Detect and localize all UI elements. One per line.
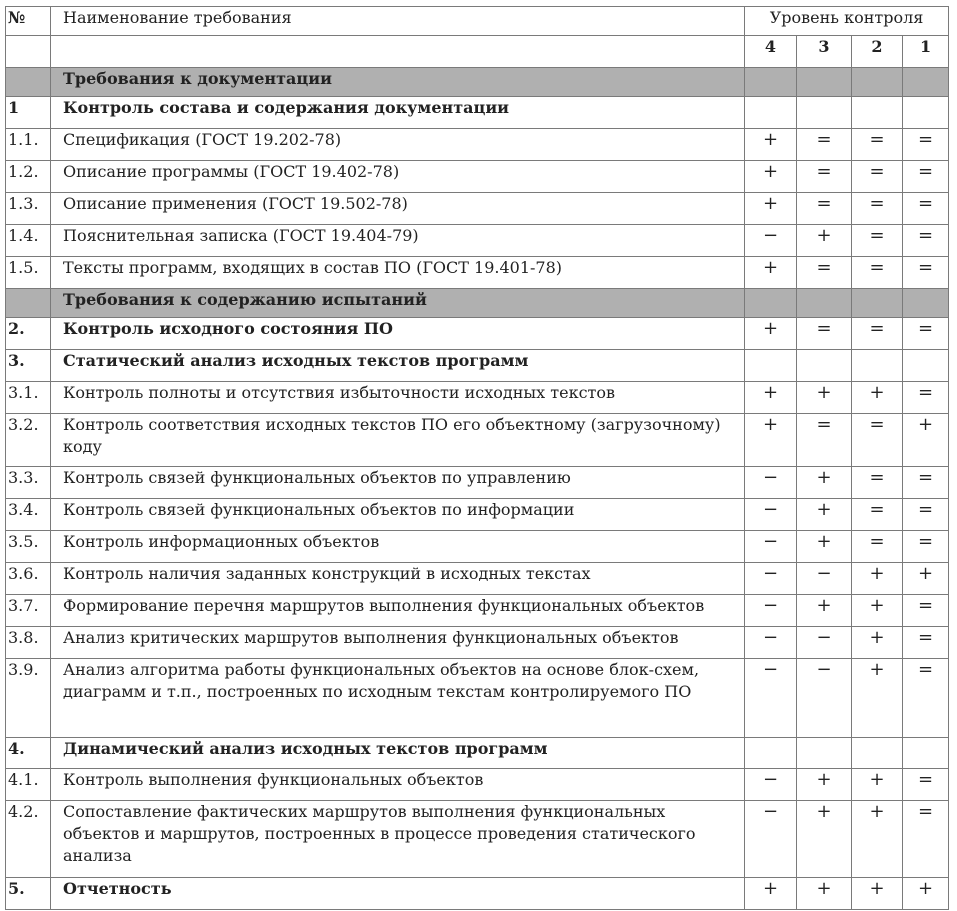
level-2-mark (852, 350, 903, 382)
requirement-name: Контроль связей функциональных объектов по информации (51, 499, 745, 531)
table-row (6, 161, 949, 193)
requirement-name: Контроль полноты и отсутствия избыточности исходных текстов (51, 382, 745, 414)
level-4-mark: + (745, 129, 797, 161)
level-2-mark: = (852, 499, 903, 531)
row-number (6, 289, 51, 318)
table-row (6, 499, 949, 531)
table-row (6, 414, 949, 467)
level-1-mark (903, 350, 949, 382)
section-row (6, 68, 949, 97)
row-number: 5. (6, 878, 51, 910)
requirement-name: Требования к документации (51, 68, 745, 97)
requirement-name: Тексты программ, входящих в состав ПО (ГОСТ 19.401-78) (51, 257, 745, 289)
level-4-mark (745, 350, 797, 382)
requirement-name: Контроль выполнения функциональных объектов (51, 769, 745, 801)
level-3-mark: + (797, 467, 852, 499)
table-row (6, 595, 949, 627)
level-header-row (6, 36, 949, 68)
level-4-mark: − (745, 225, 797, 257)
row-number (6, 68, 51, 97)
row-number: 3.4. (6, 499, 51, 531)
level-1-mark: = (903, 769, 949, 801)
level-2-mark (852, 738, 903, 769)
group-row (6, 878, 949, 910)
level-3-mark: = (797, 193, 852, 225)
table-row (6, 193, 949, 225)
row-number: 3.8. (6, 627, 51, 659)
level-1-mark: = (903, 129, 949, 161)
requirement-name: Контроль исходного состояния ПО (51, 318, 745, 350)
group-row (6, 350, 949, 382)
level-1-mark (903, 738, 949, 769)
level-2-mark: + (852, 659, 903, 738)
empty-header-cell (6, 36, 51, 68)
level-1-mark: = (903, 257, 949, 289)
level-4-mark: − (745, 769, 797, 801)
level-1-mark: = (903, 193, 949, 225)
requirement-name: Пояснительная записка (ГОСТ 19.404-79) (51, 225, 745, 257)
requirement-name: Сопоставление фактических маршрутов выполнения функциональных объектов и маршрутов, построенных в процессе проведения статического анализа (51, 801, 745, 878)
level-2-mark: = (852, 467, 903, 499)
level-2-mark: + (852, 595, 903, 627)
table-row (6, 531, 949, 563)
level-4-mark: + (745, 382, 797, 414)
requirement-name: Анализ алгоритма работы функциональных объектов на основе блок-схем, диаграмм и т.п., построенных по исходным текстам контролируемого ПО (51, 659, 745, 738)
level-4-mark: − (745, 801, 797, 878)
row-number: 3. (6, 350, 51, 382)
level-4-mark: − (745, 595, 797, 627)
level-2-mark: + (852, 769, 903, 801)
level-4-mark: − (745, 531, 797, 563)
row-number: 3.5. (6, 531, 51, 563)
group-row (6, 97, 949, 129)
level-3-mark: + (797, 769, 852, 801)
requirement-name: Анализ критических маршрутов выполнения функциональных объектов (51, 627, 745, 659)
requirement-name: Динамический анализ исходных текстов программ (51, 738, 745, 769)
level-1-mark: = (903, 595, 949, 627)
level-3-mark (797, 350, 852, 382)
row-number: 4. (6, 738, 51, 769)
row-number: 3.1. (6, 382, 51, 414)
level-3-mark: = (797, 257, 852, 289)
requirement-name: Контроль соответствия исходных текстов ПО его объектному (загрузочному) коду (51, 414, 745, 467)
requirement-name: Статический анализ исходных текстов программ (51, 350, 745, 382)
requirement-name: Описание применения (ГОСТ 19.502-78) (51, 193, 745, 225)
level-1-mark: = (903, 318, 949, 350)
level-2-mark: + (852, 382, 903, 414)
level-2-mark: = (852, 193, 903, 225)
level-4-mark: − (745, 627, 797, 659)
level-3-mark: + (797, 595, 852, 627)
requirement-name: Спецификация (ГОСТ 19.202-78) (51, 129, 745, 161)
level-1-mark (903, 289, 949, 318)
level-4-header: 4 (745, 36, 797, 68)
row-number: 3.7. (6, 595, 51, 627)
empty-header-cell (51, 36, 745, 68)
level-3-mark: + (797, 531, 852, 563)
row-number: 4.2. (6, 801, 51, 878)
requirement-name: Описание программы (ГОСТ 19.402-78) (51, 161, 745, 193)
requirement-name: Требования к содержанию испытаний (51, 289, 745, 318)
row-number: 1 (6, 97, 51, 129)
level-3-mark: + (797, 801, 852, 878)
level-4-mark: − (745, 563, 797, 595)
level-3-mark (797, 738, 852, 769)
requirement-name: Контроль информационных объектов (51, 531, 745, 563)
level-2-mark: + (852, 801, 903, 878)
level-1-mark: = (903, 467, 949, 499)
level-1-mark (903, 97, 949, 129)
row-number: 4.1. (6, 769, 51, 801)
level-4-mark (745, 68, 797, 97)
level-1-mark: + (903, 563, 949, 595)
table-row (6, 382, 949, 414)
requirement-name: Контроль связей функциональных объектов по управлению (51, 467, 745, 499)
level-2-mark (852, 97, 903, 129)
row-number: 3.9. (6, 659, 51, 738)
level-1-mark: = (903, 659, 949, 738)
level-1-mark: = (903, 627, 949, 659)
row-number: 2. (6, 318, 51, 350)
table-row (6, 659, 949, 738)
level-3-mark: + (797, 499, 852, 531)
level-4-mark (745, 289, 797, 318)
level-2-mark: = (852, 129, 903, 161)
level-4-mark (745, 738, 797, 769)
requirement-name: Контроль состава и содержания документации (51, 97, 745, 129)
table-row (6, 225, 949, 257)
table-row (6, 627, 949, 659)
table-row (6, 129, 949, 161)
level-3-mark: = (797, 414, 852, 467)
level-2-header: 2 (852, 36, 903, 68)
level-3-mark: − (797, 563, 852, 595)
level-1-mark (903, 68, 949, 97)
level-2-mark: + (852, 627, 903, 659)
level-1-mark: = (903, 225, 949, 257)
level-2-mark: = (852, 531, 903, 563)
level-1-mark: = (903, 801, 949, 878)
level-1-mark: + (903, 414, 949, 467)
level-4-mark: + (745, 414, 797, 467)
row-number: 1.4. (6, 225, 51, 257)
table-row (6, 257, 949, 289)
header-row (6, 7, 949, 36)
level-4-mark (745, 97, 797, 129)
level-4-mark: + (745, 878, 797, 910)
level-2-mark (852, 68, 903, 97)
level-3-mark: = (797, 129, 852, 161)
level-2-mark: + (852, 563, 903, 595)
row-number: 1.3. (6, 193, 51, 225)
row-number: 1.1. (6, 129, 51, 161)
row-number: 3.2. (6, 414, 51, 467)
number-column-header: № (6, 7, 51, 36)
section-row (6, 289, 949, 318)
level-2-mark: = (852, 161, 903, 193)
table-row (6, 563, 949, 595)
group-row (6, 318, 949, 350)
level-1-mark: + (903, 878, 949, 910)
level-2-mark: = (852, 257, 903, 289)
level-3-mark (797, 97, 852, 129)
row-number: 1.2. (6, 161, 51, 193)
level-1-header: 1 (903, 36, 949, 68)
level-2-mark: + (852, 878, 903, 910)
level-2-mark: = (852, 414, 903, 467)
level-1-mark: = (903, 499, 949, 531)
level-3-mark: = (797, 161, 852, 193)
level-1-mark: = (903, 161, 949, 193)
level-3-mark: + (797, 225, 852, 257)
control-level-header: Уровень контроля (745, 7, 949, 36)
level-3-mark: + (797, 382, 852, 414)
level-3-mark: − (797, 627, 852, 659)
level-3-mark: + (797, 878, 852, 910)
level-3-mark: − (797, 659, 852, 738)
level-2-mark: = (852, 225, 903, 257)
level-3-mark (797, 289, 852, 318)
table-row (6, 467, 949, 499)
row-number: 1.5. (6, 257, 51, 289)
requirement-name: Формирование перечня маршрутов выполнения функциональных объектов (51, 595, 745, 627)
level-1-mark: = (903, 531, 949, 563)
name-column-header: Наименование требования (51, 7, 745, 36)
table-row (6, 801, 949, 878)
level-4-mark: + (745, 318, 797, 350)
level-4-mark: + (745, 257, 797, 289)
requirements-table (5, 6, 949, 910)
row-number: 3.3. (6, 467, 51, 499)
level-3-mark (797, 68, 852, 97)
level-3-header: 3 (797, 36, 852, 68)
level-4-mark: − (745, 499, 797, 531)
requirement-name: Контроль наличия заданных конструкций в исходных текстах (51, 563, 745, 595)
level-4-mark: − (745, 659, 797, 738)
table-row (6, 769, 949, 801)
level-2-mark (852, 289, 903, 318)
level-4-mark: + (745, 193, 797, 225)
level-2-mark: = (852, 318, 903, 350)
row-number: 3.6. (6, 563, 51, 595)
group-row (6, 738, 949, 769)
level-3-mark: = (797, 318, 852, 350)
requirement-name: Отчетность (51, 878, 745, 910)
level-1-mark: = (903, 382, 949, 414)
level-4-mark: + (745, 161, 797, 193)
level-4-mark: − (745, 467, 797, 499)
